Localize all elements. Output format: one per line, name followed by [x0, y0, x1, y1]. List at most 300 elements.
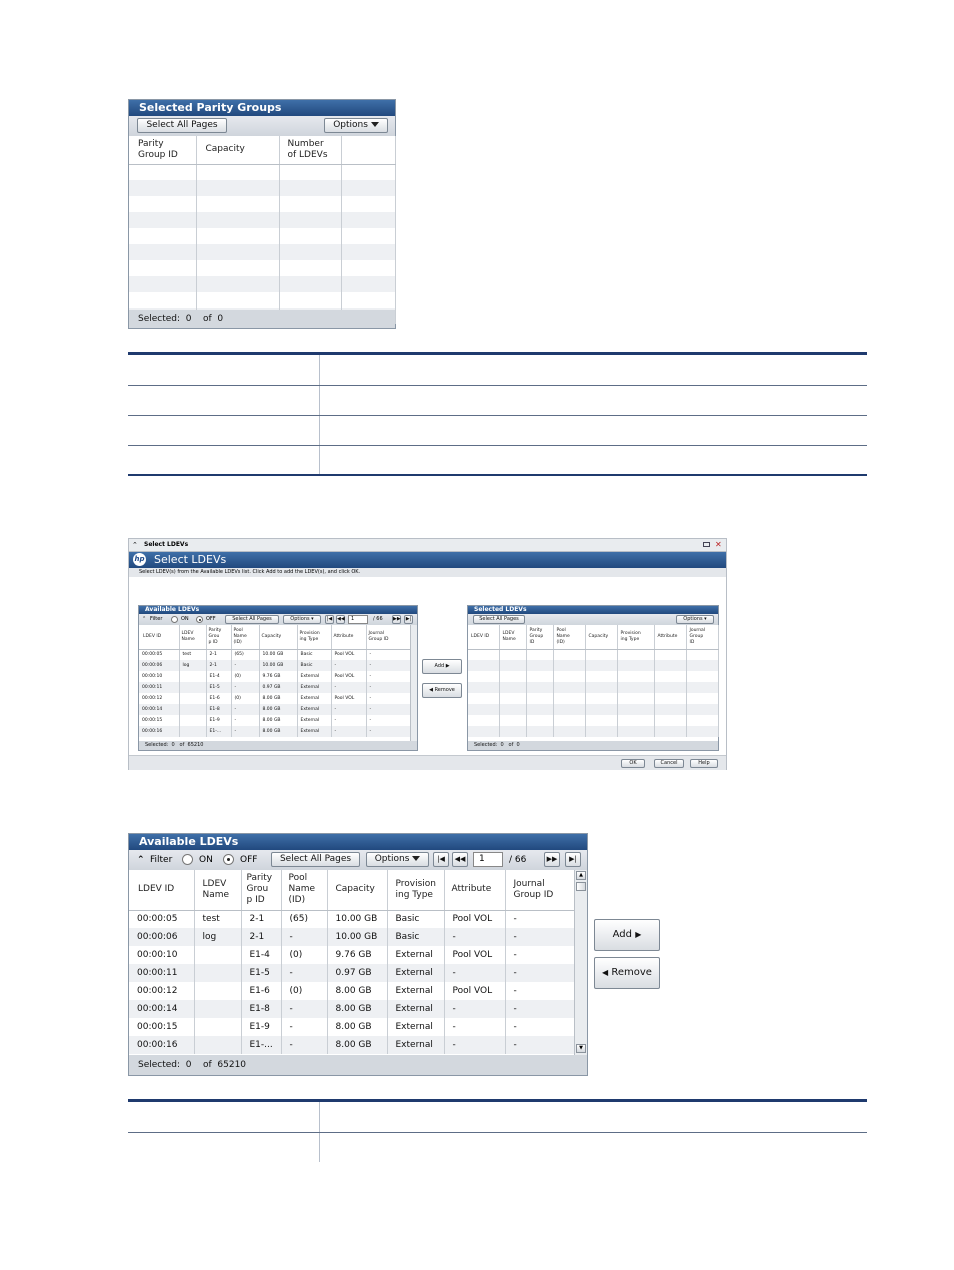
table-cell	[468, 682, 499, 693]
column-header-ldev-id[interactable]: LDEV ID	[468, 625, 499, 649]
table-cell	[553, 660, 585, 671]
table-cell: 00:00:11	[129, 964, 194, 982]
select-ldevs-dialog	[128, 538, 727, 770]
table-row[interactable]	[129, 260, 395, 276]
table-cell	[499, 671, 526, 682]
selection-footer	[129, 1055, 587, 1075]
of-label: of	[202, 314, 212, 324]
table-row[interactable]	[468, 671, 718, 682]
table-row[interactable]	[129, 928, 574, 946]
table-cell: Pool VOL	[331, 649, 366, 660]
table-cell: External	[387, 1036, 444, 1054]
table-cell	[553, 704, 585, 715]
table-cell	[686, 693, 718, 704]
table-cell: 8.00 GB	[327, 1018, 387, 1036]
table-row[interactable]	[139, 671, 410, 682]
filter-collapse-icon[interactable]: ⌃	[137, 855, 145, 865]
table-cell: External	[297, 682, 331, 693]
page-input[interactable]: 1	[348, 615, 368, 624]
table-cell: -	[444, 1000, 505, 1018]
table-cell: E1-8	[241, 1000, 281, 1018]
table-cell: E1-8	[206, 704, 231, 715]
table-cell: log	[179, 660, 206, 671]
select-all-pages-button[interactable]: Select All Pages	[271, 852, 360, 867]
table-cell: -	[331, 715, 366, 726]
table-cell: 00:00:14	[129, 1000, 194, 1018]
table-cell	[468, 660, 499, 671]
selected-label: Selected:	[145, 742, 169, 748]
scroll-down-arrow[interactable]: ▼	[576, 1044, 586, 1053]
table-cell: -	[505, 928, 574, 946]
table-row[interactable]	[129, 180, 395, 196]
panel-title	[468, 606, 718, 614]
table-cell	[585, 704, 617, 715]
mini-selected-ldevs-panel	[467, 605, 719, 751]
table-cell	[526, 726, 553, 737]
table-cell: E1-...	[241, 1036, 281, 1054]
dialog-header-title: Select LDEVs	[154, 553, 227, 566]
options-button[interactable]: Options ▾	[676, 615, 714, 624]
table-cell: 10.00 GB	[327, 910, 387, 928]
remove-button[interactable]	[594, 957, 660, 989]
table-cell	[654, 682, 686, 693]
chevron-down-icon	[371, 122, 379, 127]
arrow-left-icon: ◀	[602, 968, 609, 977]
window-title-bar	[129, 539, 726, 552]
table-cell: -	[331, 682, 366, 693]
table-cell	[128, 355, 319, 385]
vertical-scrollbar[interactable]	[410, 625, 417, 741]
close-icon[interactable]: ✕	[715, 540, 722, 549]
table-row[interactable]	[468, 660, 718, 671]
table-cell	[585, 682, 617, 693]
instruction-bar	[129, 568, 726, 577]
next-page-button[interactable]	[544, 852, 560, 867]
table-cell: -	[444, 1036, 505, 1054]
filter-on-radio[interactable]	[171, 616, 178, 623]
table-cell	[617, 660, 654, 671]
table-cell: 00:00:12	[129, 982, 194, 1000]
table-row[interactable]	[139, 715, 410, 726]
table-cell: E1-5	[206, 682, 231, 693]
column-header-provisioning-type[interactable]: Provision ing Type	[387, 870, 444, 910]
vertical-scrollbar[interactable]	[574, 870, 587, 1055]
table-cell	[654, 715, 686, 726]
of-label: of	[202, 1060, 212, 1070]
remove-label: Remove	[611, 967, 652, 978]
table-cell	[553, 693, 585, 704]
table-cell	[617, 693, 654, 704]
mini-add-button[interactable]: Add ▶	[422, 659, 462, 674]
prev-page-button[interactable]: ◀◀	[337, 616, 345, 622]
table-cell: External	[387, 1000, 444, 1018]
table-row[interactable]	[468, 726, 718, 737]
toolbar	[139, 614, 417, 625]
table-cell	[553, 649, 585, 660]
table-row[interactable]	[139, 682, 410, 693]
of-label: of	[508, 742, 514, 748]
column-header-pool-name[interactable]: Pool Name (ID)	[281, 870, 327, 910]
table-cell: E1-5	[241, 964, 281, 982]
table-cell: 00:00:10	[139, 671, 179, 682]
table-cell	[553, 715, 585, 726]
table-row[interactable]	[139, 693, 410, 704]
table-row[interactable]	[129, 228, 395, 244]
table-cell: 8.00 GB	[259, 693, 297, 704]
table-cell: -	[331, 726, 366, 737]
table-cell	[194, 964, 241, 982]
column-header-attribute[interactable]: Attribute	[654, 625, 686, 649]
table-cell: 00:00:06	[129, 928, 194, 946]
table-cell	[654, 726, 686, 737]
panel-title-text: Available LDEVs	[139, 835, 239, 848]
column-header-provisioning-type[interactable]: Provision ing Type	[617, 625, 654, 649]
table-cell: -	[366, 660, 410, 671]
reference-table-bottom	[128, 1099, 867, 1162]
table-cell: E1-4	[206, 671, 231, 682]
table-cell	[526, 649, 553, 660]
table-cell: Basic	[387, 928, 444, 946]
table-cell	[319, 385, 867, 415]
table-cell: External	[297, 726, 331, 737]
next-page-icon: ▶▶	[546, 855, 558, 863]
table-cell: -	[505, 1000, 574, 1018]
table-cell	[194, 946, 241, 964]
table-cell	[686, 682, 718, 693]
selected-count: 0	[500, 742, 504, 748]
table-cell: 00:00:05	[129, 910, 194, 928]
next-page-button[interactable]: ▶▶	[393, 616, 401, 622]
table-row[interactable]	[129, 964, 574, 982]
table-cell: 8.00 GB	[259, 726, 297, 737]
table-row[interactable]	[468, 682, 718, 693]
table-cell	[128, 415, 319, 445]
table-cell	[686, 671, 718, 682]
filter-on-label: ON	[199, 855, 213, 865]
table-cell	[526, 693, 553, 704]
table-row[interactable]	[129, 910, 574, 928]
column-header-pool-name[interactable]: Pool Name (ID)	[553, 625, 585, 649]
filter-off-label: OFF	[240, 855, 258, 865]
selection-footer	[468, 741, 718, 750]
table-cell: Pool VOL	[444, 910, 505, 928]
ok-button[interactable]: OK	[621, 759, 645, 768]
table-cell: -	[366, 704, 410, 715]
filter-icon[interactable]: ⌃	[142, 616, 147, 622]
table-row[interactable]	[139, 649, 410, 660]
parity-groups-table	[129, 136, 396, 324]
filter-on-label: ON	[181, 616, 189, 622]
table-cell: 8.00 GB	[327, 1000, 387, 1018]
column-header-attribute[interactable]: Attribute	[444, 870, 505, 910]
column-header-capacity[interactable]: Capacity	[259, 625, 297, 649]
toolbar	[129, 850, 587, 870]
table-cell: -	[444, 928, 505, 946]
options-label: Options	[683, 616, 703, 622]
table-cell: 00:00:06	[139, 660, 179, 671]
collapse-icon[interactable]: ⌃	[132, 541, 138, 549]
table-row[interactable]	[129, 292, 395, 308]
total-count: 65210	[187, 742, 204, 748]
table-cell: 00:00:15	[139, 715, 179, 726]
table-row[interactable]	[468, 649, 718, 660]
table-cell: 9.76 GB	[327, 946, 387, 964]
first-page-button[interactable]: |◀	[326, 616, 333, 622]
last-page-button[interactable]: ▶|	[405, 616, 412, 622]
table-cell: 8.00 GB	[327, 982, 387, 1000]
table-cell: (0)	[281, 982, 327, 1000]
table-cell: 2-1	[206, 660, 231, 671]
table-cell	[468, 671, 499, 682]
mini-remove-button[interactable]: ◀ Remove	[422, 683, 462, 698]
prev-page-icon: ◀◀	[454, 855, 466, 863]
table-cell	[617, 682, 654, 693]
table-row[interactable]	[129, 164, 395, 180]
table-cell: test	[194, 910, 241, 928]
table-cell: External	[387, 1018, 444, 1036]
column-header-ldev-id[interactable]: LDEV ID	[139, 625, 179, 649]
table-cell: E1-9	[206, 715, 231, 726]
table-cell: Pool VOL	[331, 693, 366, 704]
table-cell	[526, 671, 553, 682]
filter-on-radio[interactable]	[182, 854, 193, 865]
table-row[interactable]	[139, 660, 410, 671]
table-row[interactable]	[129, 244, 395, 260]
options-label: Options	[374, 854, 410, 864]
column-header-ldev-name[interactable]: LDEV Name	[194, 870, 241, 910]
table-cell: 00:00:16	[129, 1036, 194, 1054]
table-cell: log	[194, 928, 241, 946]
table-cell: (65)	[231, 649, 259, 660]
table-cell	[128, 1132, 319, 1162]
column-header-blank	[341, 136, 395, 164]
of-label: of	[179, 742, 185, 748]
table-row[interactable]	[129, 1018, 574, 1036]
filter-off-radio[interactable]	[196, 616, 203, 623]
table-cell: 00:00:05	[139, 649, 179, 660]
remove-label: Remove	[434, 687, 455, 693]
table-cell: -	[505, 964, 574, 982]
filter-label: Filter	[150, 855, 173, 865]
table-row[interactable]	[139, 704, 410, 715]
table-cell	[526, 660, 553, 671]
table-row[interactable]	[129, 946, 574, 964]
table-cell	[654, 660, 686, 671]
table-cell: External	[387, 946, 444, 964]
table-row[interactable]	[129, 196, 395, 212]
panel-title-text: Available LDEVs	[145, 606, 200, 613]
table-cell	[128, 1102, 319, 1132]
table-cell	[319, 1132, 867, 1162]
filter-label: Filter	[150, 616, 163, 622]
table-cell	[526, 704, 553, 715]
table-cell: -	[505, 1018, 574, 1036]
options-button[interactable]: Options ▾	[283, 615, 321, 624]
table-row[interactable]	[129, 982, 574, 1000]
select-all-pages-button[interactable]: Select All Pages	[137, 118, 227, 133]
table-cell: -	[231, 660, 259, 671]
table-cell	[319, 415, 867, 445]
table-cell: (0)	[231, 671, 259, 682]
column-header-parity-group-id[interactable]: Parity Group ID	[129, 136, 196, 164]
table-cell	[654, 671, 686, 682]
column-header-journal-group-id[interactable]: Journal Group ID	[505, 870, 574, 910]
options-label: Options	[290, 616, 310, 622]
column-header-pool-name[interactable]: Pool Name (ID)	[231, 625, 259, 649]
table-cell: 8.00 GB	[259, 715, 297, 726]
table-row[interactable]	[129, 1000, 574, 1018]
table-cell: External	[297, 671, 331, 682]
selected-count: 0	[185, 1060, 192, 1070]
add-label: Add	[434, 663, 445, 669]
column-header-capacity[interactable]: Capacity	[196, 136, 279, 164]
table-cell	[553, 726, 585, 737]
table-cell	[553, 682, 585, 693]
table-cell: -	[281, 1000, 327, 1018]
column-header-number-of-ldevs[interactable]: Number of LDEVs	[279, 136, 341, 164]
table-cell	[686, 660, 718, 671]
table-cell: -	[366, 671, 410, 682]
first-page-icon: |◀	[437, 855, 445, 863]
table-cell: 00:00:16	[139, 726, 179, 737]
table-cell	[128, 445, 319, 475]
table-cell: Basic	[297, 660, 331, 671]
table-cell: E1-9	[241, 1018, 281, 1036]
table-cell: Basic	[297, 649, 331, 660]
panel-title-text: Selected Parity Groups	[139, 101, 282, 114]
select-all-pages-button[interactable]: Select All Pages	[473, 615, 525, 624]
filter-off-radio[interactable]	[223, 854, 234, 865]
table-cell: 00:00:10	[129, 946, 194, 964]
table-row[interactable]	[129, 212, 395, 228]
table-cell	[617, 704, 654, 715]
add-label: Add	[612, 929, 633, 940]
maximize-icon[interactable]	[703, 542, 710, 547]
table-cell	[468, 726, 499, 737]
column-header-ldev-id[interactable]: LDEV ID	[129, 870, 194, 910]
table-cell	[654, 693, 686, 704]
table-cell	[179, 715, 206, 726]
table-cell: 8.00 GB	[259, 704, 297, 715]
first-page-button[interactable]	[433, 852, 449, 867]
reference-table-top	[128, 352, 867, 476]
table-cell: External	[387, 964, 444, 982]
column-header-journal-group-id[interactable]: Journal Group ID	[686, 625, 718, 649]
prev-page-button[interactable]	[452, 852, 468, 867]
table-row[interactable]	[468, 715, 718, 726]
column-header-journal-group-id[interactable]: Journal Group ID	[366, 625, 410, 649]
table-row[interactable]	[468, 693, 718, 704]
table-cell	[585, 726, 617, 737]
panel-title	[129, 100, 395, 116]
page-total: / 66	[373, 616, 383, 622]
last-page-icon: ▶|	[569, 855, 577, 863]
table-cell	[617, 671, 654, 682]
table-cell: 00:00:11	[139, 682, 179, 693]
scroll-up-arrow[interactable]: ▲	[576, 871, 586, 880]
column-header-attribute[interactable]: Attribute	[331, 625, 366, 649]
table-cell: 0.97 GB	[327, 964, 387, 982]
selected-parity-groups-panel	[128, 99, 396, 329]
table-cell: (0)	[281, 946, 327, 964]
table-cell: 10.00 GB	[327, 928, 387, 946]
column-header-capacity[interactable]: Capacity	[585, 625, 617, 649]
column-header-ldev-name[interactable]: LDEV Name	[499, 625, 526, 649]
table-cell	[179, 693, 206, 704]
table-cell	[499, 682, 526, 693]
column-header-parity-group-id[interactable]: Parity Grou p ID	[206, 625, 231, 649]
help-button[interactable]: Help	[690, 759, 718, 768]
column-header-provisioning-type[interactable]: Provision ing Type	[297, 625, 331, 649]
table-cell	[686, 715, 718, 726]
filter-off-label: OFF	[206, 616, 216, 622]
table-cell	[468, 704, 499, 715]
table-cell	[468, 649, 499, 660]
scroll-thumb[interactable]	[576, 882, 586, 891]
table-cell: Pool VOL	[331, 671, 366, 682]
table-cell	[194, 982, 241, 1000]
cancel-button[interactable]: Cancel	[654, 759, 684, 768]
table-cell: 00:00:14	[139, 704, 179, 715]
table-cell	[617, 715, 654, 726]
table-cell: -	[366, 715, 410, 726]
table-cell	[526, 715, 553, 726]
table-cell: -	[281, 964, 327, 982]
select-all-pages-button[interactable]: Select All Pages	[225, 615, 279, 624]
selected-count: 0	[171, 742, 175, 748]
column-header-ldev-name[interactable]: LDEV Name	[179, 625, 206, 649]
last-page-button[interactable]	[565, 852, 581, 867]
table-cell: -	[281, 928, 327, 946]
table-cell: (0)	[231, 693, 259, 704]
table-cell: External	[297, 704, 331, 715]
options-button[interactable]	[366, 852, 429, 867]
instruction-text: Select LDEV(s) from the Available LDEVs list. Click Add to add the LDEV(s), and click OK.	[139, 569, 361, 575]
table-cell	[585, 693, 617, 704]
table-cell	[499, 660, 526, 671]
total-count: 0	[217, 314, 224, 324]
column-header-capacity[interactable]: Capacity	[327, 870, 387, 910]
table-row[interactable]	[139, 726, 410, 737]
table-cell: 9.76 GB	[259, 671, 297, 682]
table-cell	[686, 704, 718, 715]
table-cell	[468, 693, 499, 704]
table-cell: 2-1	[241, 910, 281, 928]
table-row[interactable]	[129, 276, 395, 292]
table-cell: -	[366, 649, 410, 660]
panel-title	[129, 834, 587, 850]
table-cell: -	[281, 1018, 327, 1036]
table-cell	[553, 671, 585, 682]
table-cell: -	[444, 1018, 505, 1036]
window-title: Select LDEVs	[144, 541, 189, 548]
page-input[interactable]: 1	[473, 852, 503, 867]
column-header-parity-group-id[interactable]: Parity Grou p ID	[241, 870, 281, 910]
table-row[interactable]	[129, 1036, 574, 1054]
table-row[interactable]	[468, 704, 718, 715]
column-header-parity-group-id[interactable]: Parity Group ID	[526, 625, 553, 649]
options-button[interactable]	[324, 118, 388, 133]
mini-selected-ldevs-table	[468, 625, 719, 737]
total-count: 0	[516, 742, 520, 748]
add-button[interactable]	[594, 919, 660, 951]
table-cell	[654, 704, 686, 715]
table-cell	[194, 1036, 241, 1054]
mini-available-ldevs-table	[139, 625, 411, 737]
mini-available-ldevs-panel	[138, 605, 418, 751]
chevron-down-icon	[412, 856, 420, 861]
table-cell	[179, 726, 206, 737]
